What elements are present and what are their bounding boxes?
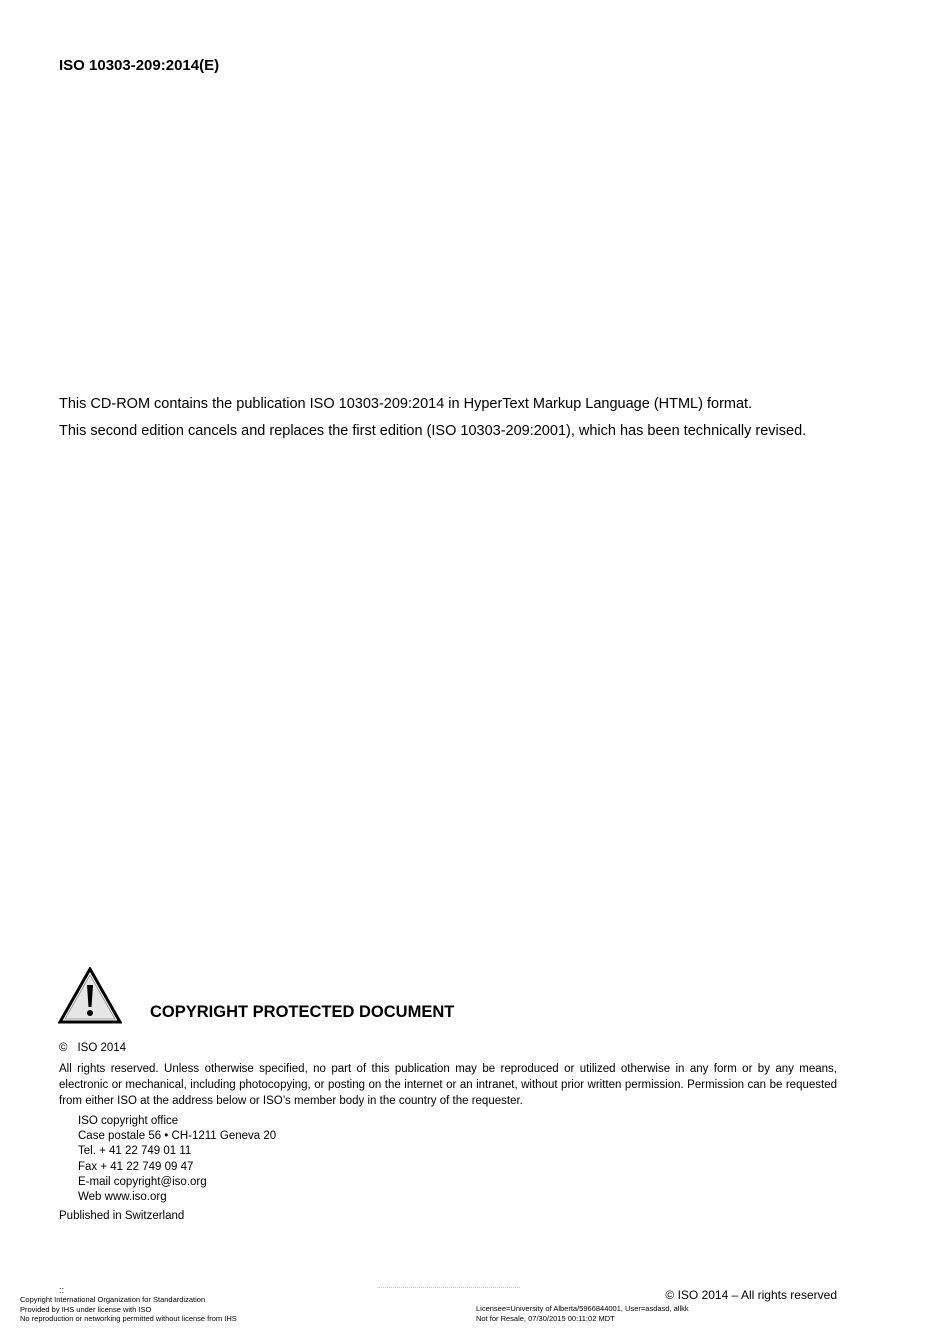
document-id-header: ISO 10303-209:2014(E) <box>59 57 220 74</box>
address-line: Web www.iso.org <box>78 1191 167 1204</box>
copyright-year: ISO 2014 <box>77 1042 127 1054</box>
copyright-warning-block <box>58 967 838 1025</box>
footer-divider <box>378 1287 520 1290</box>
ihs-line: No reproduction or networking permitted without license from IHS <box>20 1314 237 1323</box>
address-line: Tel. + 41 22 749 01 11 <box>78 1145 192 1158</box>
footer-rights: © ISO 2014 – All rights reserved <box>665 1288 837 1302</box>
warning-triangle-icon <box>58 967 122 1025</box>
address-line: E-mail copyright@iso.org <box>78 1175 207 1188</box>
address-line: ISO copyright office <box>78 1115 179 1127</box>
footer-mark: :: <box>59 1285 65 1295</box>
ihs-line: Copyright International Organization for Standardization <box>20 1295 206 1304</box>
intro-paragraph-edition: This second edition cancels and replaces the first edition (ISO 10303-209:2001), which has been technically revised. <box>59 423 807 439</box>
ihs-license-right <box>476 1304 689 1323</box>
copyright-year-line <box>59 1042 126 1054</box>
ihs-line: Provided by IHS under license with ISO <box>20 1304 152 1314</box>
iso-address-block <box>78 1114 276 1205</box>
copyright-symbol: © <box>59 1042 68 1054</box>
intro-paragraph-cdrom: This CD-ROM contains the publication ISO 10303-209:2014 in HyperText Markup Language (HTML) format. <box>59 396 753 412</box>
address-line: Case postale 56 • CH-1211 Geneva 20 <box>78 1130 277 1143</box>
ihs-line: Not for Resale, 07/30/2015 00:11:02 MDT <box>476 1313 615 1323</box>
published-in: Published in Switzerland <box>59 1210 185 1222</box>
ihs-line: Licensee=University of Alberta/5966844001, User=asdasd, allkk <box>476 1304 689 1313</box>
intro-section <box>59 396 835 450</box>
address-line: Fax + 41 22 749 09 47 <box>78 1160 194 1173</box>
copyright-heading: COPYRIGHT PROTECTED DOCUMENT <box>150 1003 455 1021</box>
ihs-license-left <box>20 1295 237 1324</box>
rights-reserved-text: All rights reserved. Unless otherwise specified, no part of this publication may be reproduced or utilized otherwise in any form or by any means, electronic or mechanical, including photocopying, or posting on the internet or an intranet, without prior written permission. Permission can be requested from either ISO at the address below or ISO’s member body in the country of the requester. <box>59 1063 837 1107</box>
